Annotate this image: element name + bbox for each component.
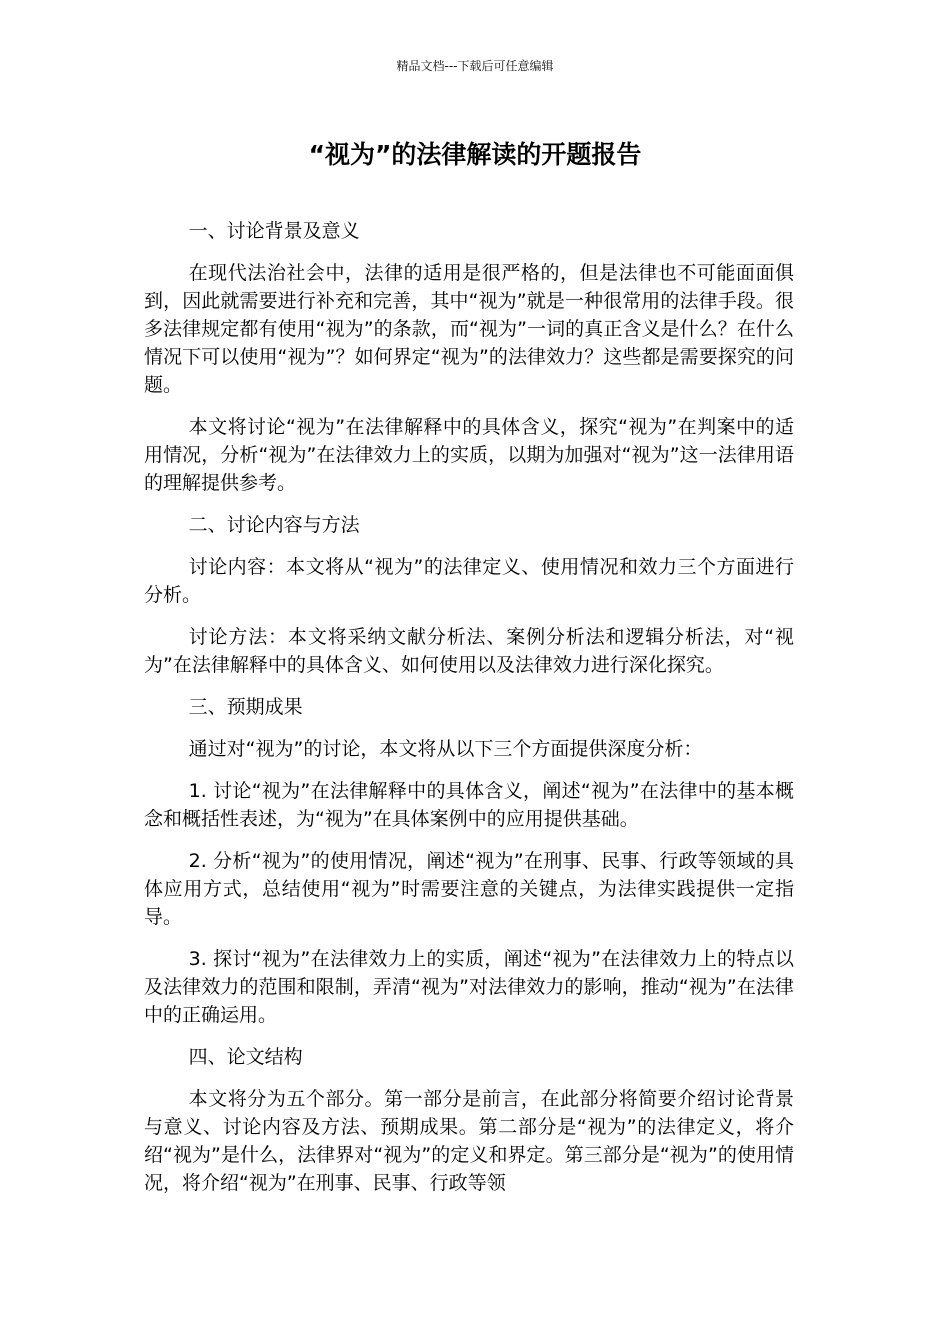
section-heading-structure: 四、论文结构 (188, 1046, 303, 1068)
list-item-expected-1: 1. 讨论“视为”在法律解释中的具体含义，阐述“视为”在法律中的基本概念和概括性表述，为“视为”在具体案例中的应用提供基础。 (144, 780, 794, 830)
document-title: “视为”的法律解读的开题报告 (308, 140, 642, 169)
paragraph-background-1: 在现代法治社会中，法律的适用是很严格的，但是法律也不可能面面俱到，因此就需要进行补充和完善，其中“视为”就是一种很常用的法律手段。很多法律规定都有使用“视为”的条款，而“视为”一词的真正含义是什么？在什么情况下可以使用“视为”？如何界定“视为”的法律效力？这些都是需要探究的问题。 (144, 262, 794, 396)
header-note: 精品文档---下载后可任意编辑 (396, 59, 554, 73)
paragraph-background-2: 本文将讨论“视为”在法律解释中的具体含义，探究“视为”在判案中的适用情况，分析“视为”在法律效力上的实质，以期为加强对“视为”这一法律用语的理解提供参考。 (144, 416, 794, 494)
section-heading-background: 一、讨论背景及意义 (188, 220, 360, 242)
paragraph-expected-intro: 通过对“视为”的讨论，本文将从以下三个方面提供深度分析： (188, 738, 703, 760)
paragraph-structure: 本文将分为五个部分。第一部分是前言，在此部分将简要介绍讨论背景与意义、讨论内容及方法、预期成果。第二部分是“视为”的法律定义，将介绍“视为”是什么，法律界对“视为”的定义和界定。第三部分是“视为”的使用情况，将介绍“视为”在刑事、民事、行政等领 (144, 1088, 794, 1194)
paragraph-method: 讨论方法：本文将采纳文献分析法、案例分析法和逻辑分析法，对“视为”在法律解释中的具体含义、如何使用以及法律效力进行深化探究。 (144, 626, 794, 676)
paragraph-content: 讨论内容：本文将从“视为”的法律定义、使用情况和效力三个方面进行分析。 (144, 556, 794, 606)
section-heading-content-method: 二、讨论内容与方法 (188, 514, 360, 536)
list-item-expected-2: 2. 分析“视为”的使用情况，阐述“视为”在刑事、民事、行政等领域的具体应用方式，总结使用“视为”时需要注意的关键点，为法律实践提供一定指导。 (144, 850, 794, 928)
section-heading-expected-results: 三、预期成果 (188, 696, 303, 718)
document-body (144, 217, 794, 1211)
list-item-expected-3: 3. 探讨“视为”在法律效力上的实质，阐述“视为”在法律效力上的特点以及法律效力的范围和限制，弄清“视为”对法律效力的影响，推动“视为”在法律中的正确运用。 (144, 948, 794, 1026)
